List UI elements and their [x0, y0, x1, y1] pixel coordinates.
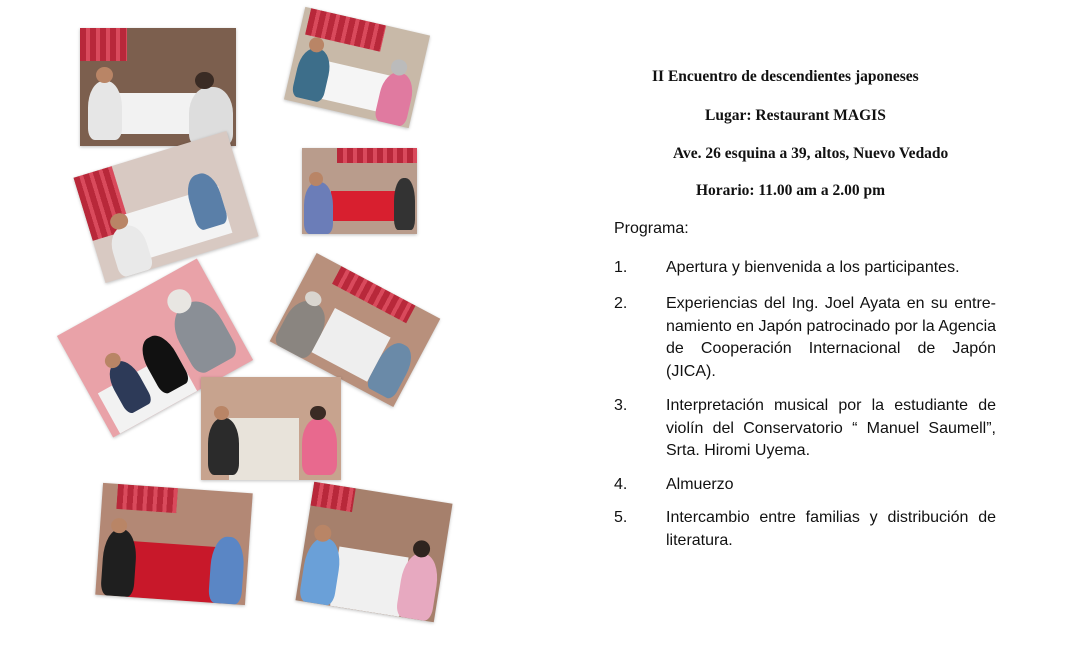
item-number: 1.	[614, 259, 628, 276]
photo-group-9	[295, 482, 452, 622]
program-title: Programa:	[614, 220, 689, 237]
photo-group-4	[302, 148, 417, 234]
item-text: Interpretación musical por la estudiante de violín del Conservatorio “ Manuel Saumell”, Srta. Hiromi Uyema.	[666, 397, 996, 459]
item-text: Apertura y bienvenida a los participantes.	[666, 259, 960, 276]
event-place: Lugar: Restaurant MAGIS	[705, 107, 886, 124]
event-schedule: Horario: 11.00 am a 2.00 pm	[696, 182, 885, 199]
event-title: II Encuentro de descendientes japoneses	[652, 68, 919, 85]
photo-group-8	[95, 483, 252, 605]
item-text: Experiencias del Ing. Joel Ayata en su entre-namiento en Japón patrocinado por la Agencia de Cooperación Internacional de Japón (JICA).	[666, 295, 997, 380]
item-text: Almuerzo	[666, 476, 734, 493]
photo-group-1	[80, 28, 236, 146]
item-number: 3.	[614, 397, 628, 414]
photo-group-3	[73, 131, 258, 283]
item-text: Intercambio entre familias y distribución de literatura.	[666, 509, 996, 549]
photo-group-2	[284, 7, 430, 128]
item-number: 2.	[614, 295, 628, 312]
photo-group-7	[201, 377, 341, 480]
item-number: 4.	[614, 476, 628, 493]
item-number: 5.	[614, 509, 628, 526]
event-address: Ave. 26 esquina a 39, altos, Nuevo Vedado	[673, 145, 949, 162]
